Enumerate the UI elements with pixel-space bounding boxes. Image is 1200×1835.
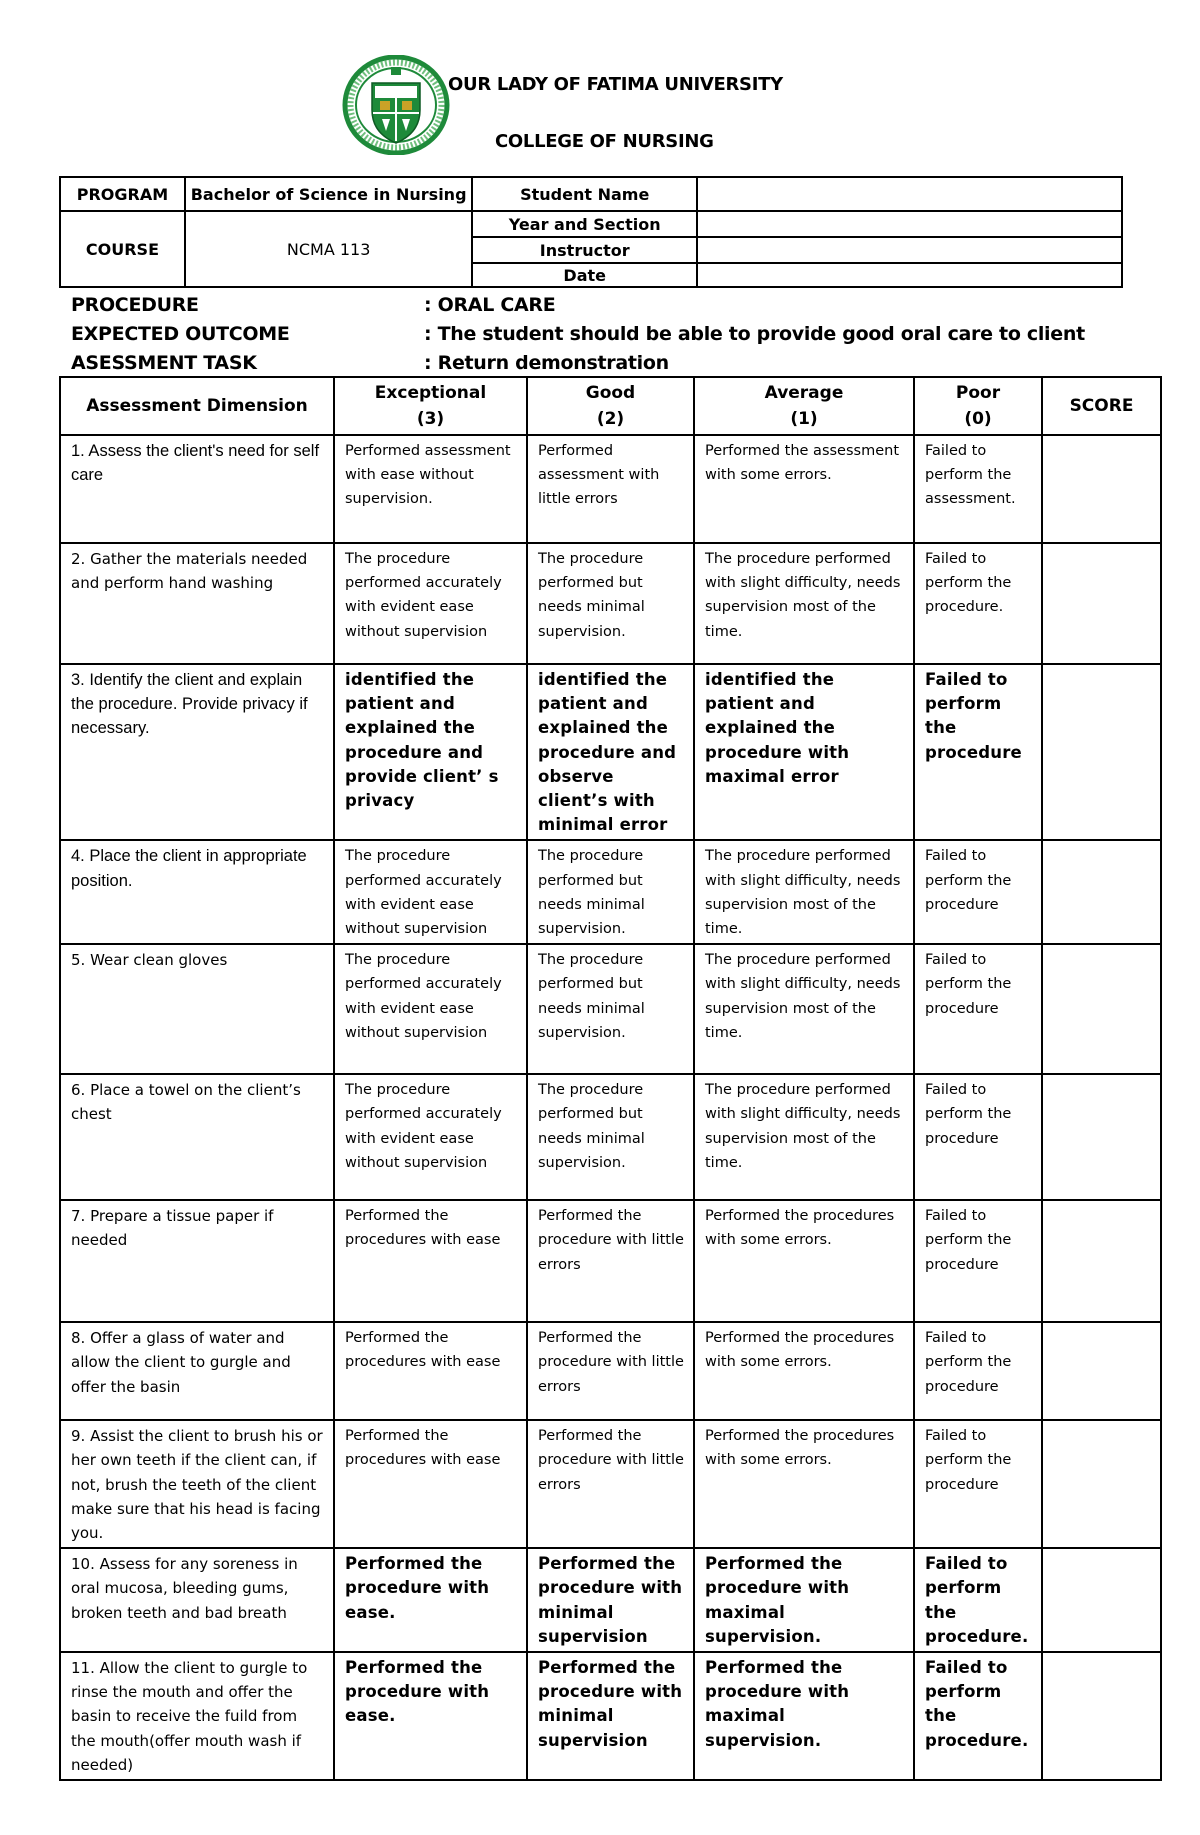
- rubric-row: [60, 543, 1161, 664]
- task-value: : Return demonstration: [424, 352, 669, 374]
- header-good-label: Good: [585, 383, 636, 403]
- rubric-table: [59, 376, 1162, 1781]
- rubric-row: [60, 435, 1161, 543]
- score-cell[interactable]: [1042, 1200, 1161, 1322]
- student-name-label: Student Name: [472, 177, 697, 211]
- header-score-label: SCORE: [1069, 396, 1134, 416]
- university-name: OUR LADY OF FATIMA UNIVERSITY: [448, 74, 783, 95]
- header-exceptional: [334, 377, 527, 435]
- exceptional-cell: The procedure performed accurately with evident ease without supervision: [334, 543, 527, 664]
- poor-cell: Failed to perform the procedure.: [914, 543, 1042, 664]
- header-average: [694, 377, 914, 435]
- rubric-row: [60, 1652, 1161, 1780]
- dimension-cell: 3. Identify the client and explain the procedure. Provide privacy if necessary.: [60, 664, 334, 840]
- average-cell: Performed the procedures with some errors.: [694, 1200, 914, 1322]
- score-cell[interactable]: [1042, 1420, 1161, 1548]
- exceptional-cell: Performed the procedures with ease: [334, 1200, 527, 1322]
- good-cell: identified the patient and explained the procedure and observe client’s with minimal error: [527, 664, 694, 840]
- score-cell[interactable]: [1042, 944, 1161, 1074]
- exceptional-cell: identified the patient and explained the procedure and provide client’ s privacy: [334, 664, 527, 840]
- exceptional-cell: Performed assessment with ease without supervision.: [334, 435, 527, 543]
- course-value: NCMA 113: [185, 211, 472, 287]
- university-seal-icon: [342, 55, 450, 155]
- poor-cell: Failed to perform the assessment.: [914, 435, 1042, 543]
- header-dimension-label: Assessment Dimension: [86, 396, 308, 416]
- average-cell: Performed the assessment with some errors.: [694, 435, 914, 543]
- average-cell: The procedure performed with slight difficulty, needs supervision most of the time.: [694, 840, 914, 944]
- rubric-row: [60, 1548, 1161, 1652]
- good-cell: The procedure performed but needs minimal supervision.: [527, 944, 694, 1074]
- procedure-block: [71, 291, 1085, 378]
- header-dimension: [60, 377, 334, 435]
- score-cell[interactable]: [1042, 664, 1161, 840]
- header-average-score: (1): [790, 409, 818, 429]
- average-cell: Performed the procedure with maximal supervision.: [694, 1652, 914, 1780]
- average-cell: identified the patient and explained the procedure with maximal error: [694, 664, 914, 840]
- dimension-cell: 10. Assess for any soreness in oral mucosa, bleeding gums, broken teeth and bad breath: [60, 1548, 334, 1652]
- rubric-row: [60, 944, 1161, 1074]
- student-name-field[interactable]: [697, 177, 1122, 211]
- procedure-value: : ORAL CARE: [424, 294, 556, 316]
- dimension-cell: 7. Prepare a tissue paper if needed: [60, 1200, 334, 1322]
- instructor-label: Instructor: [472, 237, 697, 263]
- program-value: Bachelor of Science in Nursing: [185, 177, 472, 211]
- poor-cell: Failed to perform the procedure: [914, 1322, 1042, 1420]
- exceptional-cell: Performed the procedures with ease: [334, 1420, 527, 1548]
- header-score: [1042, 377, 1161, 435]
- instructor-field[interactable]: [697, 237, 1122, 263]
- header-good: [527, 377, 694, 435]
- dimension-cell: 6. Place a towel on the client’s chest: [60, 1074, 334, 1200]
- dimension-cell: 4. Place the client in appropriate position.: [60, 840, 334, 944]
- procedure-label: PROCEDURE: [71, 294, 199, 316]
- score-cell[interactable]: [1042, 1322, 1161, 1420]
- year-section-label: Year and Section: [472, 211, 697, 237]
- exceptional-cell: The procedure performed accurately with evident ease without supervision: [334, 944, 527, 1074]
- header-poor-score: (0): [964, 409, 992, 429]
- poor-cell: Failed to perform the procedure: [914, 1074, 1042, 1200]
- year-section-field[interactable]: [697, 211, 1122, 237]
- outcome-value: : The student should be able to provide good oral care to client: [424, 323, 1085, 345]
- header-average-label: Average: [764, 383, 844, 403]
- score-cell[interactable]: [1042, 1074, 1161, 1200]
- exceptional-cell: The procedure performed accurately with evident ease without supervision: [334, 1074, 527, 1200]
- course-label: COURSE: [60, 211, 185, 287]
- good-cell: The procedure performed but needs minimal supervision.: [527, 840, 694, 944]
- average-cell: The procedure performed with slight difficulty, needs supervision most of the time.: [694, 543, 914, 664]
- good-cell: Performed the procedure with minimal supervision: [527, 1548, 694, 1652]
- poor-cell: Failed to perform the procedure: [914, 1200, 1042, 1322]
- exceptional-cell: Performed the procedure with ease.: [334, 1652, 527, 1780]
- program-label: PROGRAM: [60, 177, 185, 211]
- header-exceptional-score: (3): [416, 409, 445, 429]
- task-row: [71, 349, 1085, 378]
- date-label: Date: [472, 263, 697, 287]
- dimension-cell: 2. Gather the materials needed and perform hand washing: [60, 543, 334, 664]
- exceptional-cell: The procedure performed accurately with evident ease without supervision: [334, 840, 527, 944]
- rubric-row: [60, 840, 1161, 944]
- rubric-row: [60, 1074, 1161, 1200]
- header-poor: [914, 377, 1042, 435]
- good-cell: Performed assessment with little errors: [527, 435, 694, 543]
- college-name: COLLEGE OF NURSING: [495, 131, 714, 152]
- header-good-score: (2): [596, 409, 625, 429]
- poor-cell: Failed to perform the procedure.: [914, 1652, 1042, 1780]
- score-cell[interactable]: [1042, 543, 1161, 664]
- score-cell[interactable]: [1042, 1652, 1161, 1780]
- good-cell: The procedure performed but needs minimal supervision.: [527, 1074, 694, 1200]
- good-cell: Performed the procedure with minimal supervision: [527, 1652, 694, 1780]
- good-cell: The procedure performed but needs minimal supervision.: [527, 543, 694, 664]
- poor-cell: Failed to perform the procedure.: [914, 1548, 1042, 1652]
- rubric-row: [60, 1200, 1161, 1322]
- poor-cell: Failed to perform the procedure: [914, 1420, 1042, 1548]
- average-cell: The procedure performed with slight difficulty, needs supervision most of the time.: [694, 1074, 914, 1200]
- average-cell: Performed the procedure with maximal supervision.: [694, 1548, 914, 1652]
- document-header: [0, 0, 1200, 175]
- dimension-cell: 11. Allow the client to gurgle to rinse the mouth and offer the basin to receive the fuild from the mouth(offer mouth wash if needed): [60, 1652, 334, 1780]
- score-cell[interactable]: [1042, 435, 1161, 543]
- exceptional-cell: Performed the procedure with ease.: [334, 1548, 527, 1652]
- date-field[interactable]: [697, 263, 1122, 287]
- header-poor-label: Poor: [955, 383, 1001, 403]
- average-cell: The procedure performed with slight difficulty, needs supervision most of the time.: [694, 944, 914, 1074]
- header-exceptional-label: Exceptional: [374, 383, 487, 403]
- rubric-row: [60, 1322, 1161, 1420]
- poor-cell: Failed to perform the procedure: [914, 840, 1042, 944]
- procedure-row: [71, 291, 1085, 320]
- outcome-row: [71, 320, 1085, 349]
- average-cell: Performed the procedures with some errors.: [694, 1420, 914, 1548]
- average-cell: Performed the procedures with some errors.: [694, 1322, 914, 1420]
- good-cell: Performed the procedure with little errors: [527, 1420, 694, 1548]
- good-cell: Performed the procedure with little errors: [527, 1200, 694, 1322]
- rubric-row: [60, 664, 1161, 840]
- score-cell[interactable]: [1042, 840, 1161, 944]
- poor-cell: Failed to perform the procedure: [914, 944, 1042, 1074]
- dimension-cell: 1. Assess the client's need for self care: [60, 435, 334, 543]
- dimension-cell: 5. Wear clean gloves: [60, 944, 334, 1074]
- poor-cell: Failed to perform the procedure: [914, 664, 1042, 840]
- task-label: ASESSMENT TASK: [71, 352, 257, 374]
- dimension-cell: 8. Offer a glass of water and allow the client to gurgle and offer the basin: [60, 1322, 334, 1420]
- dimension-cell: 9. Assist the client to brush his or her own teeth if the client can, if not, brush the teeth of the client make sure that his head is facing you.: [60, 1420, 334, 1548]
- rubric-row: [60, 1420, 1161, 1548]
- info-table: [59, 176, 1123, 288]
- exceptional-cell: Performed the procedures with ease: [334, 1322, 527, 1420]
- good-cell: Performed the procedure with little errors: [527, 1322, 694, 1420]
- score-cell[interactable]: [1042, 1548, 1161, 1652]
- outcome-label: EXPECTED OUTCOME: [71, 323, 290, 345]
- rubric-header-row: [60, 377, 1161, 435]
